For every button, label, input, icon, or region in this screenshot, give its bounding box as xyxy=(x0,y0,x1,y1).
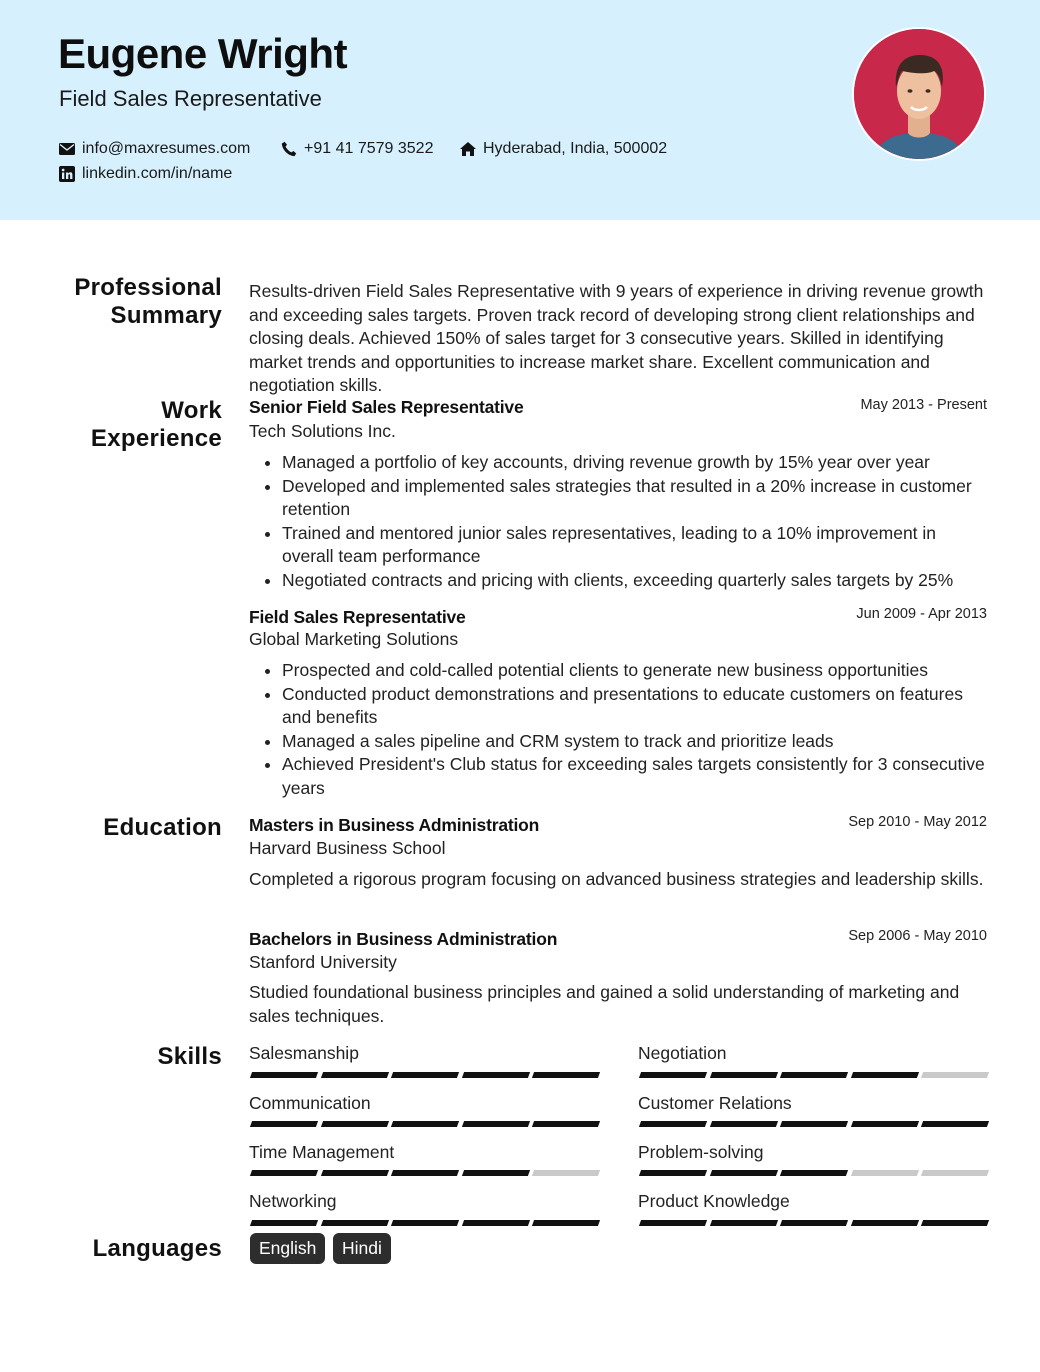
education-dates: Sep 2010 - May 2012 xyxy=(848,814,987,830)
section-heading-work: Work Experience xyxy=(90,397,222,452)
company-name: Tech Solutions Inc. xyxy=(249,421,396,441)
skill-segment-filled xyxy=(391,1072,459,1078)
skill-segment-filled xyxy=(639,1170,707,1176)
skill-segment-filled xyxy=(462,1121,530,1127)
language-badge: Hindi xyxy=(333,1233,391,1264)
skill-level-bar xyxy=(251,1170,599,1176)
skill-segment-filled xyxy=(462,1072,530,1078)
list-item: • Managed a sales pipeline and CRM system to track and prioritize leads xyxy=(282,730,989,754)
skill-segment-filled xyxy=(851,1121,919,1127)
avatar-portrait xyxy=(854,29,984,159)
school-name: Harvard Business School xyxy=(249,838,446,858)
school-name: Stanford University xyxy=(249,952,397,972)
linkedin-icon xyxy=(59,166,75,182)
education-dates: Sep 2006 - May 2010 xyxy=(848,928,987,944)
job-title: Senior Field Sales Representative xyxy=(249,397,524,417)
skill-level-bar xyxy=(640,1220,988,1226)
job-title: Field Sales Representative xyxy=(249,607,466,627)
skill-name: Networking xyxy=(249,1191,337,1211)
email-text: info@maxresumes.com xyxy=(82,140,251,157)
skill-segment-filled xyxy=(250,1121,318,1127)
skill-segment-filled xyxy=(321,1220,389,1226)
section-heading-education: Education xyxy=(103,814,222,841)
skill-level-bar xyxy=(251,1121,599,1127)
list-item: • Managed a portfolio of key accounts, driving revenue growth by 15% year over year xyxy=(282,451,989,475)
skill-segment-filled xyxy=(321,1072,389,1078)
skill-segment-filled xyxy=(710,1072,778,1078)
candidate-name: Eugene Wright xyxy=(58,30,348,77)
skill-segment-filled xyxy=(250,1220,318,1226)
education-description: Completed a rigorous program focusing on advanced business strategies and leadership skills. xyxy=(249,869,984,889)
skill-segment-filled xyxy=(462,1170,530,1176)
skill-name: Time Management xyxy=(249,1142,395,1162)
degree-title: Masters in Business Administration xyxy=(249,815,540,835)
skill-segment-filled xyxy=(851,1220,919,1226)
skill-segment-filled xyxy=(780,1121,848,1127)
skill-segment-filled xyxy=(921,1121,989,1127)
list-item: • Conducted product demonstrations and presentations to educate customers on features and benefits xyxy=(282,683,989,730)
skill-name: Communication xyxy=(249,1093,371,1113)
skill-level-bar xyxy=(251,1072,599,1078)
list-item: • Negotiated contracts and pricing with clients, exceeding quarterly sales targets by 25% xyxy=(282,569,989,593)
skill-segment-filled xyxy=(532,1220,600,1226)
skill-name: Negotiation xyxy=(638,1043,727,1063)
skill-segment-empty xyxy=(851,1170,919,1176)
section-heading-summary: Professional Summary xyxy=(74,274,222,329)
home-icon xyxy=(460,141,476,157)
skill-segment-empty xyxy=(921,1170,989,1176)
skill-segment-filled xyxy=(780,1170,848,1176)
list-item: • Developed and implemented sales strategies that resulted in a 20% increase in customer retention xyxy=(282,475,989,522)
skill-segment-filled xyxy=(780,1220,848,1226)
skill-name: Product Knowledge xyxy=(638,1191,790,1211)
skill-name: Customer Relations xyxy=(638,1093,792,1113)
skill-segment-filled xyxy=(921,1220,989,1226)
skill-segment-filled xyxy=(321,1170,389,1176)
job-dates: May 2013 - Present xyxy=(860,397,987,413)
education-description: Studied foundational business principles and gained a solid understanding of marketing and sales techniques. xyxy=(249,982,960,1026)
skill-level-bar xyxy=(640,1170,988,1176)
skill-segment-empty xyxy=(532,1170,600,1176)
phone-contact[interactable] xyxy=(281,140,433,158)
skill-segment-filled xyxy=(639,1072,707,1078)
skill-segment-filled xyxy=(639,1220,707,1226)
skill-name: Problem-solving xyxy=(638,1142,764,1162)
section-heading-skills: Skills xyxy=(157,1043,222,1070)
skill-segment-empty xyxy=(921,1072,989,1078)
skill-level-bar xyxy=(640,1121,988,1127)
degree-title: Bachelors in Business Administration xyxy=(249,929,558,949)
resume-header xyxy=(0,0,1040,220)
linkedin-text: linkedin.com/in/name xyxy=(82,165,233,182)
skill-segment-filled xyxy=(851,1072,919,1078)
language-badge: English xyxy=(250,1233,325,1264)
location-contact xyxy=(460,140,667,158)
job-bullets xyxy=(249,451,989,592)
skill-segment-filled xyxy=(710,1170,778,1176)
profile-photo xyxy=(852,27,986,161)
section-heading-languages: Languages xyxy=(92,1235,222,1262)
job-bullets xyxy=(249,659,989,800)
skill-segment-filled xyxy=(532,1121,600,1127)
skill-segment-filled xyxy=(462,1220,530,1226)
linkedin-contact[interactable] xyxy=(59,165,232,183)
skill-name: Salesmanship xyxy=(249,1043,359,1063)
phone-text: +91 41 7579 3522 xyxy=(304,140,434,157)
skill-segment-filled xyxy=(639,1121,707,1127)
company-name: Global Marketing Solutions xyxy=(249,629,459,649)
skill-segment-filled xyxy=(391,1170,459,1176)
skill-segment-filled xyxy=(532,1072,600,1078)
phone-icon xyxy=(281,141,297,157)
email-contact[interactable] xyxy=(59,140,250,158)
skill-segment-filled xyxy=(250,1170,318,1176)
list-item: • Achieved President's Club status for exceeding sales targets consistently for 3 consecutive years xyxy=(282,753,989,800)
summary-text: Results-driven Field Sales Representative with 9 years of experience in driving revenue growth and exceeding sales targets. Proven track record of developing strong client relationships and closing deals. Achieved 150% of sales target for 3 consecutive years. Skilled in identifying market trends and opportunities to increase market share. Excellent communication and negotiation skills. xyxy=(249,281,984,395)
skill-segment-filled xyxy=(780,1072,848,1078)
skill-level-bar xyxy=(251,1220,599,1226)
list-item: • Prospected and cold-called potential clients to generate new business opportunities xyxy=(282,659,989,683)
job-dates: Jun 2009 - Apr 2013 xyxy=(856,606,987,622)
list-item: • Trained and mentored junior sales representatives, leading to a 10% improvement in overall team performance xyxy=(282,522,989,569)
skill-segment-filled xyxy=(710,1220,778,1226)
skill-level-bar xyxy=(640,1072,988,1078)
skill-segment-filled xyxy=(391,1220,459,1226)
skill-segment-filled xyxy=(321,1121,389,1127)
skill-segment-filled xyxy=(710,1121,778,1127)
skill-segment-filled xyxy=(250,1072,318,1078)
skill-segment-filled xyxy=(391,1121,459,1127)
location-text: Hyderabad, India, 500002 xyxy=(483,140,668,157)
envelope-icon xyxy=(59,141,75,157)
candidate-title: Field Sales Representative xyxy=(59,86,322,111)
